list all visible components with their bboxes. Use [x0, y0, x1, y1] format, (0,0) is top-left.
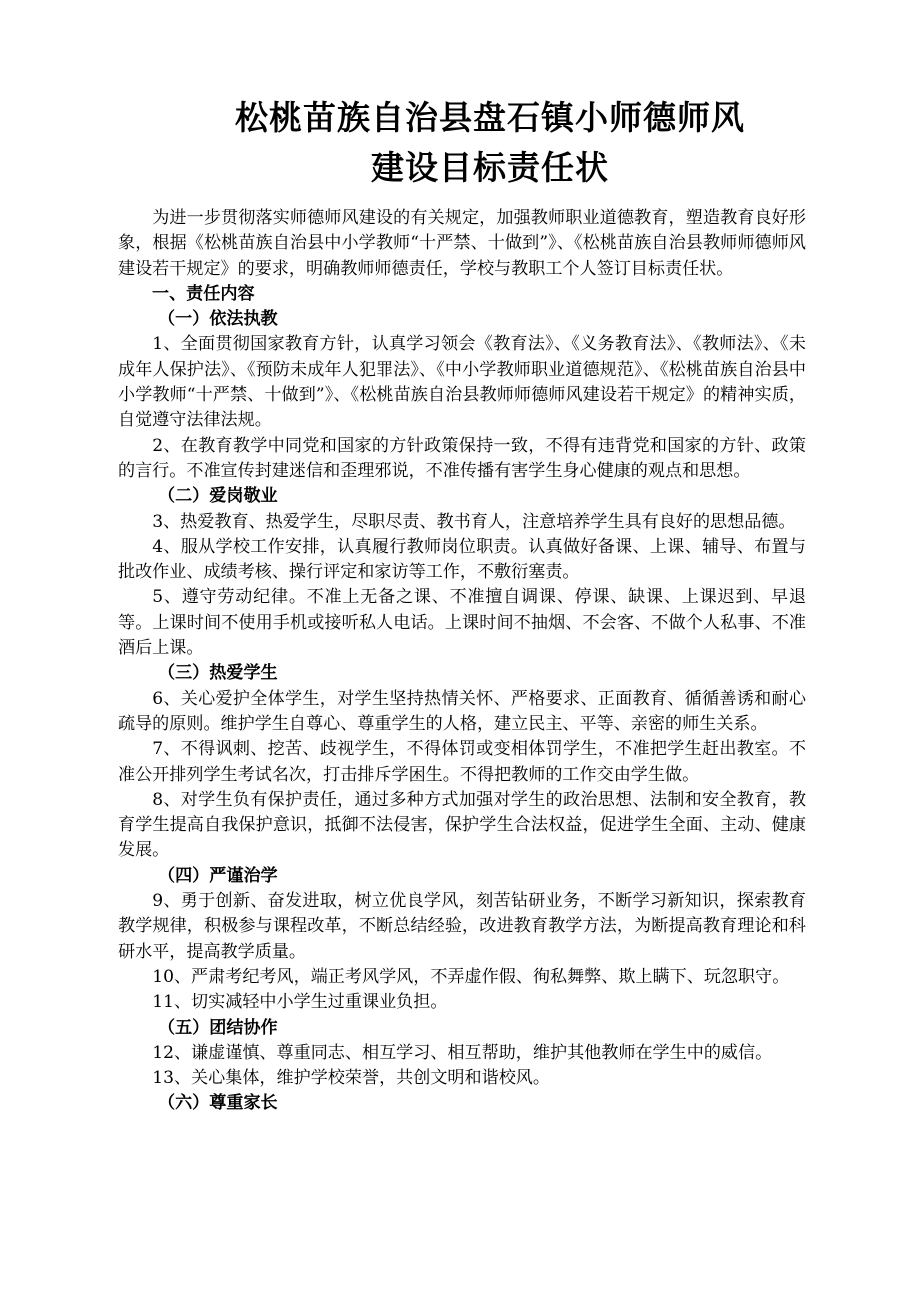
clause-paragraph: 4、服从学校工作安排，认真履行教师岗位职责。认真做好备课、上课、辅导、布置与批改作业、成绩考核、操行评定和家访等工作，不敷衍塞责。 — [118, 536, 806, 583]
clause-paragraph: 1、全面贯彻国家教育方针，认真学习领会《教育法》、《义务教育法》、《教师法》、《未成年人保护法》、《预防未成年人犯罪法》、《中小学教师职业道德规范》、《松桃苗族自治县中小学教师“十严禁、十做到”》、《松桃苗族自治县教师师德师风建设若干规定》的精神实质，自觉遵守法律法规。 — [118, 334, 806, 431]
clause-paragraph: 12、谦虚谨慎、尊重同志、相互学习、相互帮助，维护其他教师在学生中的威信。 — [152, 1042, 773, 1063]
subsection-heading: （三）热爱学生 — [158, 663, 278, 684]
clause-paragraph: 5、遵守劳动纪律。不准上无备之课、不准擅自调课、停课、缺课、上课迟到、早退等。上课时间不使用手机或接听私人电话。上课时间不抽烟、不会客、不做个人私事、不准酒后上课。 — [118, 587, 806, 659]
clause-paragraph: 2、在教育教学中同党和国家的方针政策保持一致，不得有违背党和国家的方针、政策的言行。不准宣传封建迷信和歪理邪说，不准传播有害学生身心健康的观点和思想。 — [118, 435, 806, 481]
clause-paragraph: 10、严肃考纪考风，端正考风学风，不弄虚作假、徇私舞弊、欺上瞒下、玩忽职守。 — [152, 966, 790, 987]
subsection-heading: （四）严谨治学 — [158, 865, 278, 886]
subsection-heading: （一）依法执教 — [158, 309, 278, 330]
clause-paragraph: 11、切实减轻中小学生过重课业负担。 — [152, 992, 448, 1013]
clause-paragraph: 9、勇于创新、奋发进取，树立优良学风，刻苦钻研业务，不断学习新知识，探索教育教学规律，积极参与课程改革，不断总结经验，改进教育教学方法，为断提高教育理论和科研水平，提高教学质量。 — [118, 891, 806, 962]
clause-paragraph: 6、关心爱护全体学生，对学生坚持热情关怀、严格要求、正面教育、循循善诱和耐心疏导的原则。维护学生自尊心、尊重学生的人格，建立民主、平等、亲密的师生关系。 — [118, 688, 806, 734]
clause-paragraph: 13、关心集体，维护学校荣誉，共创文明和谐校风。 — [152, 1068, 550, 1089]
subsection-heading: （二）爱岗敬业 — [158, 486, 278, 507]
clause-paragraph: 7、不得讽刺、挖苦、歧视学生，不得体罚或变相体罚学生，不准把学生赶出教室。不准公开排列学生考试名次，打击排斥学困生。不得把教师的工作交由学生做。 — [118, 739, 806, 785]
document-title-line2: 建设目标责任状 — [371, 148, 609, 187]
intro-paragraph: 为进一步贯彻落实师德师风建设的有关规定，加强教师职业道德教育，塑造教育良好形象，根据《松桃苗族自治县中小学教师“十严禁、十做到”》、《松桃苗族自治县教师师德师风建设若干规定》的要求，明确教师师德责任，学校与教职工个人签订目标责任状。 — [118, 208, 806, 279]
document-title-line1: 松桃苗族自治县盘石镇小师德师风 — [235, 98, 745, 137]
section-heading: 一、责任内容 — [152, 283, 255, 304]
clause-paragraph: 3、热爱教育、热爱学生，尽职尽责、教书育人，注意培养学生具有良好的思想品德。 — [152, 511, 796, 532]
document-body — [118, 206, 806, 1117]
subsection-heading: （六）尊重家长 — [158, 1093, 278, 1114]
clause-paragraph: 8、对学生负有保护责任，通过多种方式加强对学生的政治思想、法制和安全教育，教育学生提高自我保护意识，抵御不法侵害，保护学生合法权益，促进学生全面、主动、健康发展。 — [118, 789, 806, 861]
subsection-heading: （五）团结协作 — [158, 1017, 278, 1038]
